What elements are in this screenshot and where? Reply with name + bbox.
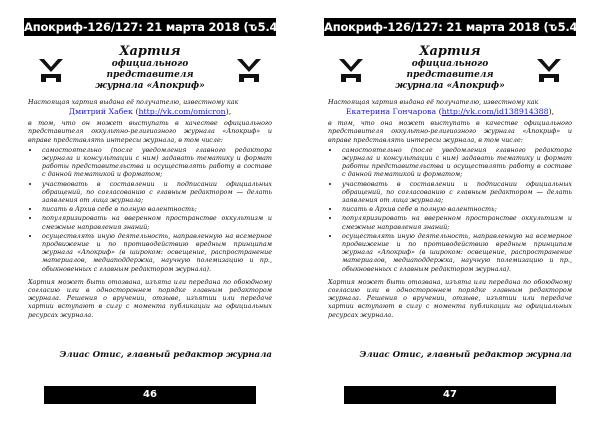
list-item: • писать в Архив себе в полную валентность; bbox=[340, 205, 572, 213]
recipient-line: Дмитрий Хабек (http://vk.com/omicron), bbox=[68, 107, 232, 117]
recipient-link[interactable]: http://vk.com/id138914388 bbox=[441, 107, 549, 117]
title-line-3: журнала «Апокриф» bbox=[395, 81, 505, 91]
recipient-link[interactable]: http://vk.com/omicron bbox=[138, 107, 226, 117]
title-line-2: официального представителя bbox=[106, 59, 194, 80]
list-item: • популяризировать на вверенном пространстве оккультизм и смежные направления знаний; bbox=[40, 214, 272, 230]
rights-list bbox=[28, 146, 272, 273]
title-line-3: журнала «Апокриф» bbox=[95, 81, 205, 91]
charter-body bbox=[328, 98, 572, 319]
intro-text: Настоящая хартия выдана её получателю, известному как bbox=[328, 98, 539, 106]
recipient-name: Дмитрий Хабек bbox=[68, 107, 133, 117]
apokrif-emblem-icon bbox=[36, 56, 66, 84]
page-header: Апокриф-126/127: 21 марта 2018 (ԏ5.4 е.л.) bbox=[324, 20, 610, 34]
list-item: • самостоятельно (после уведомления главного редактора журнала и консультации с ним) задавать тематику и формат работы представительства и осуществлять работу в составе с данной тематикой и форматом; bbox=[40, 146, 272, 179]
intro-text-2: в том, что она может выступать в качестве официального представителя оккультно-религиозного журнала «Апокриф» и вправе представлять интересы журнала, в том числе: bbox=[328, 119, 572, 144]
rights-list bbox=[328, 146, 572, 273]
intro-text-2: в том, что он может выступать в качестве официального представителя оккультно-религиозного журнала «Апокриф» и вправе представлять интересы журнала, в том числе: bbox=[28, 119, 272, 144]
page-number: 47 bbox=[344, 386, 556, 404]
title-line-1: Хартия bbox=[119, 44, 181, 59]
list-item: • участвовать в составлении и подписании официальных обращений, по согласованию с главным редактором — делать заявления от лица журнала; bbox=[340, 180, 572, 205]
apokrif-emblem-icon bbox=[534, 56, 564, 84]
apokrif-emblem-icon bbox=[336, 56, 366, 84]
charter-body bbox=[28, 98, 272, 319]
list-item: • самостоятельно (после уведомления главного редактора журнала и консультации с ним) задавать тематику и формат работы представительства и осуществлять работу в составе с данной тематикой и форматом; bbox=[340, 146, 572, 179]
charter-title bbox=[72, 44, 228, 92]
signature: Элиас Отис, главный редактор журнала bbox=[359, 350, 572, 360]
recipient-name: Екатерина Гончарова bbox=[345, 107, 437, 117]
page-header: Апокриф-126/127: 21 марта 2018 (ԏ5.4 е.л.) bbox=[24, 20, 311, 34]
list-item: • писать в Архив себе в полную валентность; bbox=[40, 205, 272, 213]
title-line-1: Хартия bbox=[419, 44, 481, 59]
list-item: • популяризировать на вверенном пространстве оккультизм и смежные направления знаний; bbox=[340, 214, 572, 230]
closing-text: Хартия может быть отозвана, изъята или передана по обоюдному согласию или в одностороннем порядке главным редактором журнала. Решения о вручении, отзыве, изъятии или передаче хартии вступают в силу с момента публикации на официальных ресурсах журнала. bbox=[328, 277, 572, 319]
closing-text: Хартия может быть отозвана, изъята или передана по обоюдному согласию или в одностороннем порядке главным редактором журнала. Решения о вручении, отзыве, изъятии или передаче хартии вступают в силу с момента публикации на официальных ресурсах журнала. bbox=[28, 277, 272, 319]
page-right bbox=[300, 0, 610, 424]
title-line-2: официального представителя bbox=[406, 59, 494, 80]
page-number: 46 bbox=[44, 386, 256, 404]
charter-title bbox=[372, 44, 528, 92]
intro-text: Настоящая хартия выдана её получателю, известному как bbox=[28, 98, 239, 106]
apokrif-emblem-icon bbox=[234, 56, 264, 84]
list-item: • осуществлять иную деятельность, направленную на всемерное продвижение и по противодействию вредным принципам журнала «Апокриф» (в широком: освещение, распространение материалов, медиаподдержка, научную полемизацию и пр., обыкновенных с главным редактором журнала). bbox=[340, 232, 572, 273]
list-item: • осуществлять иную деятельность, направленную на всемерное продвижение и по противодействию вредным принципам журнала «Апокриф» (в широком: освещение, распространение материалов, медиаподдержка, научную полемизацию и пр., обыкновенных с главным редактором журнала). bbox=[40, 232, 272, 273]
recipient-line: Екатерина Гончарова (http://vk.com/id138914388), bbox=[345, 107, 555, 117]
list-item: • участвовать в составлении и подписании официальных обращений, по согласованию с главным редактором — делать заявления от лица журнала; bbox=[40, 180, 272, 205]
signature: Элиас Отис, главный редактор журнала bbox=[59, 350, 272, 360]
